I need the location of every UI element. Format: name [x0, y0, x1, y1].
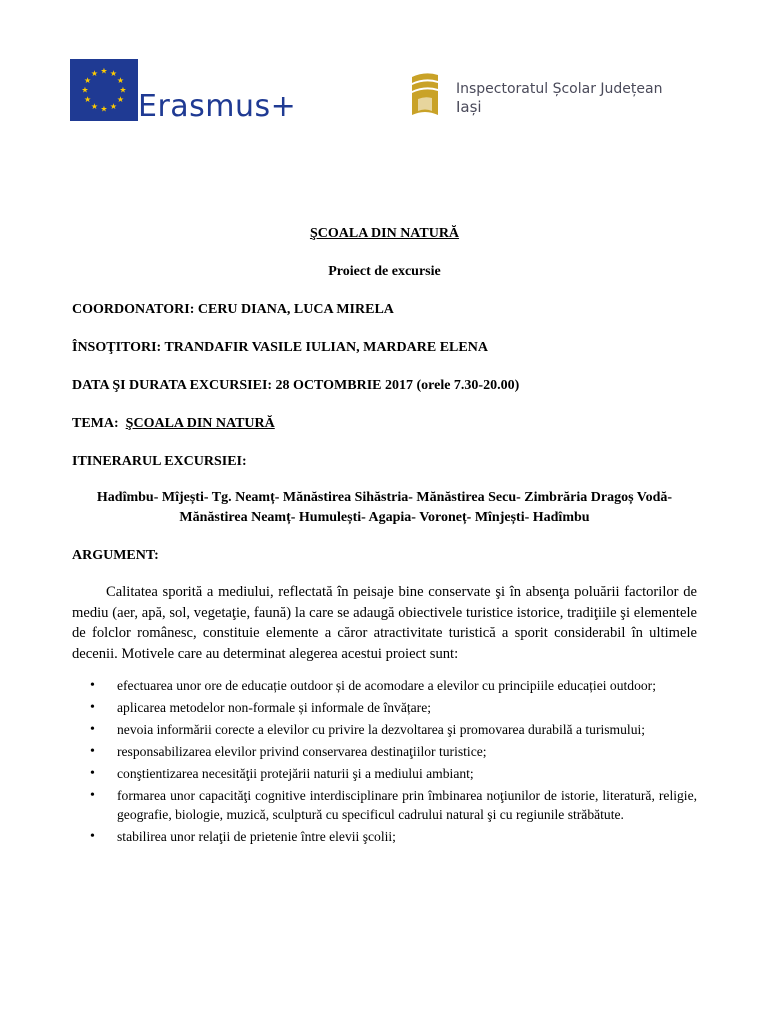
list-item: • conştientizarea necesităţii protejării naturii şi a mediului ambiant; [72, 764, 697, 783]
itinerar-route [72, 488, 697, 528]
list-item: • formarea unor capacităţi cognitive interdisciplinare prin îmbinarea noţiunilor de istorie, literatură, religie, geografie, biologie, muzică, sculptură cu specificul cadrului natural şi cu regiunile străbătute. [72, 786, 697, 824]
list-item: • efectuarea unor ore de educație outdoor și de acomodare a elevilor cu principiile educației outdoor; [72, 676, 697, 695]
data-line: DATA ŞI DURATA EXCURSIEI: 28 OCTOMBRIE 2017 (orele 7.30-20.00) [72, 378, 520, 393]
eu-star-icon: ★ [109, 69, 118, 79]
eu-star-icon: ★ [109, 101, 118, 111]
document-body [72, 224, 697, 849]
insotitori-line: ÎNSOŢITORI: TRANDAFIR VASILE IULIAN, MARDARE ELENA [72, 340, 488, 355]
list-item: • stabilirea unor relaţii de prietenie între elevii şcolii; [72, 827, 697, 846]
list-item: • nevoia informării corecte a elevilor cu privire la dezvoltarea şi promovarea durabilă a turismului; [72, 720, 697, 739]
itinerar-line2: Mănăstirea Neamț- Humulești- Agapia- Voroneț- Mînjești- Hadîmbu [179, 510, 590, 525]
isj-logo-icon [408, 69, 442, 119]
tema-line [72, 414, 697, 434]
eu-flag-icon [70, 59, 138, 121]
doc-title: ŞCOALA DIN NATURĂ [309, 226, 460, 241]
header-logos [70, 56, 700, 136]
eu-star-icon: ★ [100, 66, 108, 76]
isj-name [456, 80, 662, 116]
list-item: • responsabilizarea elevilor privind conservarea destinaţiilor turistice; [72, 742, 697, 761]
eu-star-icon: ★ [90, 69, 99, 79]
tema-value: ŞCOALA DIN NATURĂ [125, 416, 275, 431]
isj-line1: Inspectoratul Școlar Județean [456, 81, 663, 97]
coordonatori-line: COORDONATORI: CERU DIANA, LUCA MIRELA [72, 302, 394, 317]
argument-label: ARGUMENT: [72, 548, 159, 563]
itinerar-line1: Hadîmbu- Mîjești- Tg. Neamț- Mănăstirea Sihăstria- Mănăstirea Secu- Zimbrăria Dragoș Vodă- [96, 490, 673, 505]
argument-paragraph: Calitatea sporită a mediului, reflectată în peisaje bine conservate şi în absenţa poluării factorilor de mediu (aer, apă, sol, vegetaţie, faună) la care se adaugă obiectivele turistice istorice, tradiţiile şi elementele de folclor românesc, constituie elemente a căror atractivitate turistică a sporit considerabil în ultimele decenii. Motivele care au determinat alegerea acestui proiect sunt: [72, 584, 697, 662]
erasmus-logo-text: Erasmus+ [138, 89, 297, 124]
eu-star-icon: ★ [116, 95, 125, 104]
motives-list [72, 676, 697, 846]
eu-star-icon: ★ [83, 95, 92, 104]
doc-subtitle: Proiect de excursie [328, 264, 441, 279]
eu-star-icon: ★ [83, 76, 92, 85]
isj-line2: Iași [456, 98, 482, 116]
eu-star-icon: ★ [116, 76, 125, 85]
list-item: • aplicarea metodelor non-formale și informale de învățare; [72, 698, 697, 717]
eu-star-icon: ★ [90, 101, 99, 111]
eu-star-icon: ★ [81, 85, 89, 95]
tema-label: TEMA: [72, 416, 119, 431]
itinerar-label: ITINERARUL EXCURSIEI: [72, 454, 247, 469]
eu-star-icon: ★ [119, 85, 127, 95]
eu-star-icon: ★ [100, 104, 108, 114]
